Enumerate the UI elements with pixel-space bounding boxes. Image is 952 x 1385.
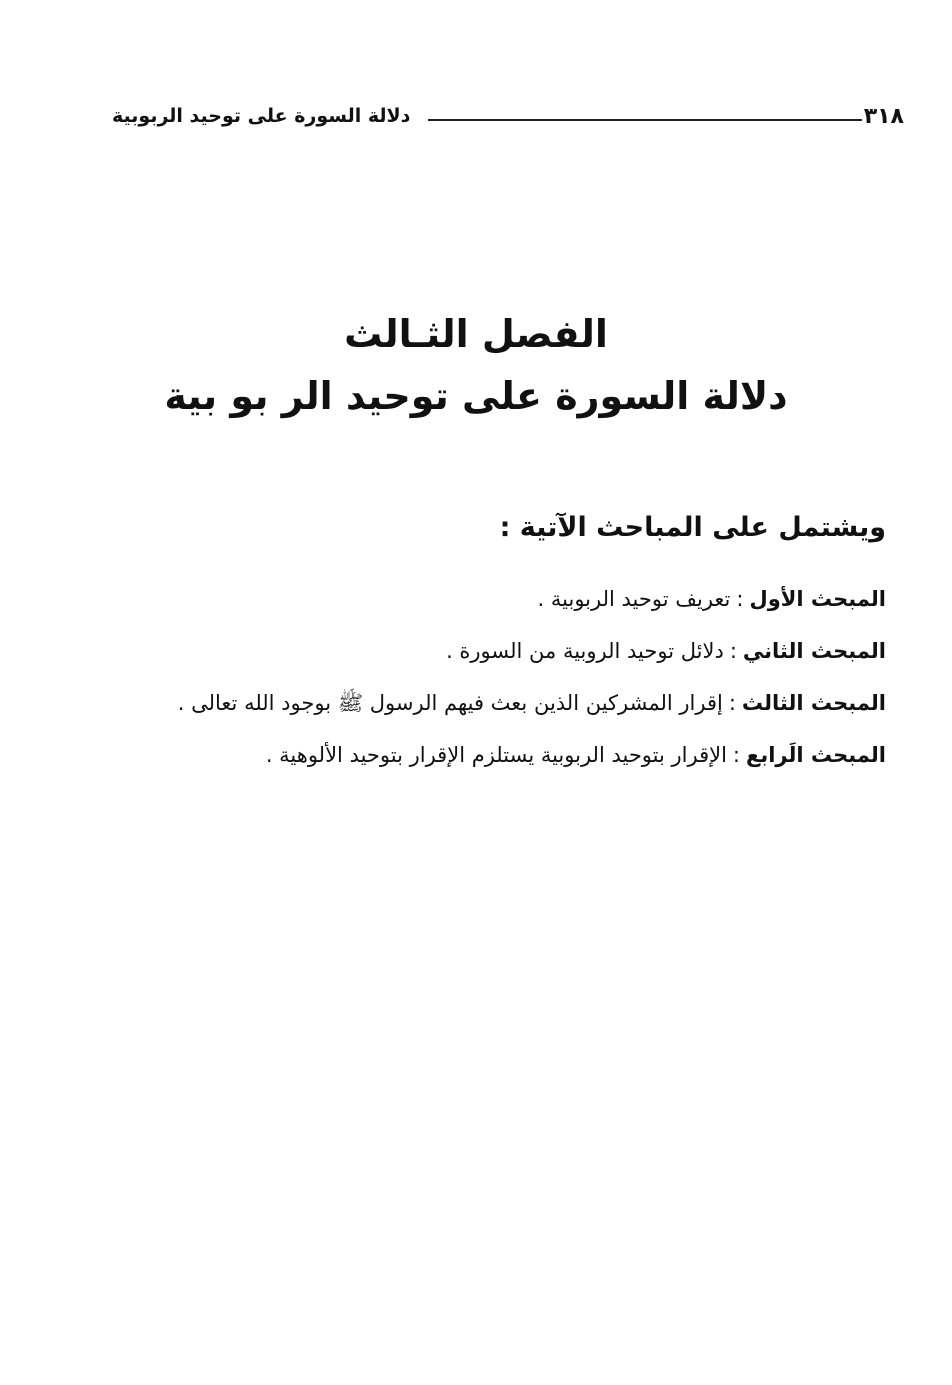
section-label: المبحث الأول <box>749 587 886 611</box>
sections-list <box>126 582 886 790</box>
section-colon: : <box>728 691 736 715</box>
page-number: ٣١٨ <box>863 103 904 129</box>
section-colon: : <box>732 743 740 767</box>
section-text: دلائل توحيد الروبية من السورة . <box>446 639 724 663</box>
section-colon: : <box>736 587 744 611</box>
running-header <box>112 96 904 136</box>
chapter-label: الفصل الثـالث <box>344 312 608 356</box>
section-text: إقرار المشركين الذين بعث فيهم الرسول ﷺ بوجود الله تعالى . <box>177 691 723 715</box>
section-colon: : <box>729 639 737 663</box>
section-text: الإقرار بتوحيد الربوبية يستلزم الإقرار بتوحيد الألوهية . <box>265 743 727 767</box>
section-item <box>126 686 886 738</box>
section-text: تعريف توحيد الربوبية . <box>537 587 731 611</box>
section-label: المبحث الثالث <box>741 691 886 715</box>
chapter-title: دلالة السورة على توحيد الر بو بية <box>164 374 788 418</box>
section-item <box>126 738 886 790</box>
running-title: دلالة السورة على توحيد الربوبية <box>112 105 411 127</box>
intro-line: ويشتمل على المباحث الآتية : <box>499 512 886 543</box>
section-label: المبحث الثاني <box>742 639 886 663</box>
section-item <box>126 634 886 686</box>
section-label: المبحث الَرابع <box>746 743 886 767</box>
header-rule <box>428 119 861 121</box>
section-item <box>126 582 886 634</box>
